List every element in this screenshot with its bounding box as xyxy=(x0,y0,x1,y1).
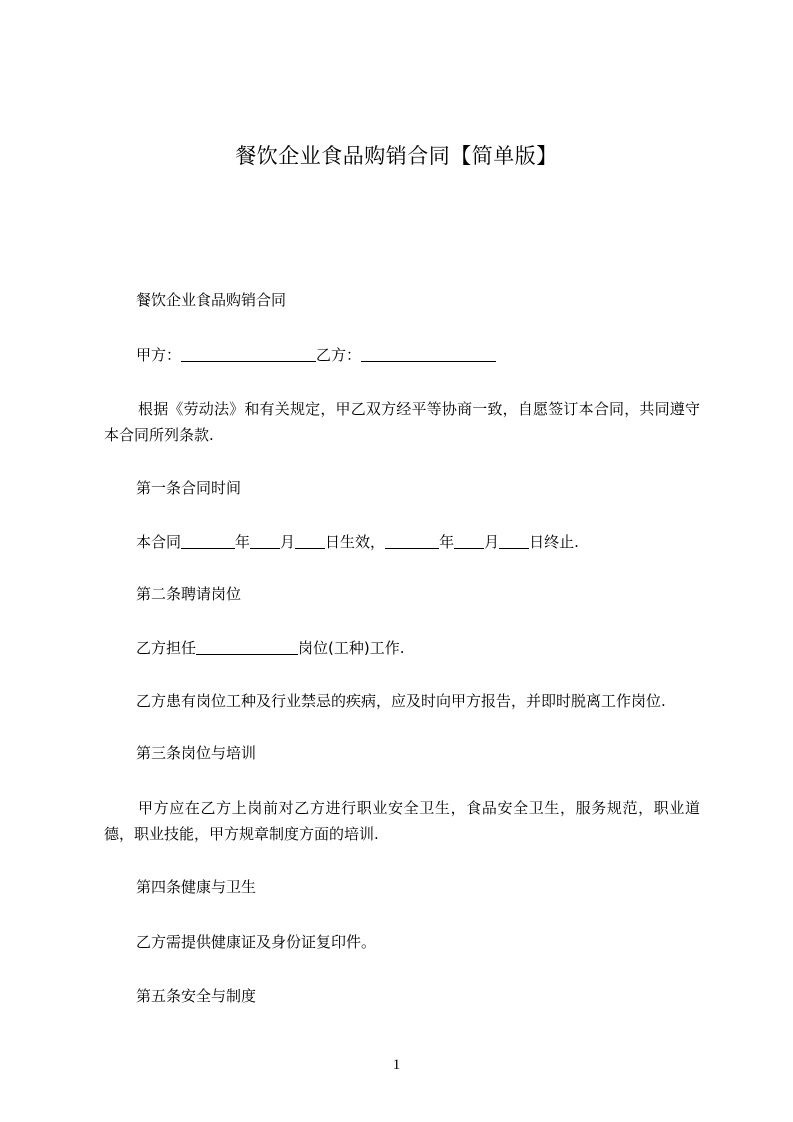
end-month-blank xyxy=(454,533,484,549)
end-day-blank xyxy=(499,533,529,549)
end-day-label: 日终止. xyxy=(529,533,579,551)
start-year-blank xyxy=(181,533,235,549)
page-title: 餐饮企业食品购销合同【简单版】 xyxy=(235,144,558,168)
parties-line xyxy=(136,345,496,365)
article-3-heading: 第三条岗位与培训 xyxy=(136,744,257,762)
article-2-line-2: 乙方患有岗位工种及行业禁忌的疾病，应及时向甲方报告，并即时脱离工作岗位. xyxy=(136,692,666,710)
article-4-heading: 第四条健康与卫生 xyxy=(136,878,257,896)
article-5-heading: 第五条安全与制度 xyxy=(136,987,257,1005)
article-2-line-1 xyxy=(136,638,405,658)
end-month-label: 月 xyxy=(484,533,500,551)
page-number: 1 xyxy=(392,1057,401,1073)
contract-subtitle: 餐饮企业食品购销合同 xyxy=(136,291,287,309)
end-year-blank xyxy=(385,533,439,549)
party-b-blank xyxy=(361,346,496,362)
article-1-body xyxy=(136,532,579,552)
party-b-label: 乙方： xyxy=(316,346,362,364)
start-year-label: 年 xyxy=(235,533,251,551)
article-1-prefix: 本合同 xyxy=(136,533,182,551)
start-month-blank xyxy=(250,533,280,549)
start-month-label: 月 xyxy=(280,533,296,551)
position-blank xyxy=(196,639,298,655)
party-a-blank xyxy=(181,346,316,362)
article-2-heading: 第二条聘请岗位 xyxy=(136,585,242,603)
article-2-suffix: 岗位(工种)工作. xyxy=(298,639,405,657)
article-2-prefix: 乙方担任 xyxy=(136,639,197,657)
end-year-label: 年 xyxy=(439,533,455,551)
article-1-heading: 第一条合同时间 xyxy=(136,479,242,497)
start-day-label: 日生效， xyxy=(325,533,386,551)
intro-paragraph: 根据《劳动法》和有关规定，甲乙双方经平等协商一致，自愿签订本合同，共同遵守本合同所列条款. xyxy=(104,400,700,444)
article-4-body: 乙方需提供健康证及身份证复印件。 xyxy=(136,933,377,951)
article-3-body: 甲方应在乙方上岗前对乙方进行职业安全卫生，食品安全卫生，服务规范，职业道德，职业技能，甲方规章制度方面的培训. xyxy=(104,799,700,843)
start-day-blank xyxy=(295,533,325,549)
party-a-label: 甲方： xyxy=(136,346,182,364)
